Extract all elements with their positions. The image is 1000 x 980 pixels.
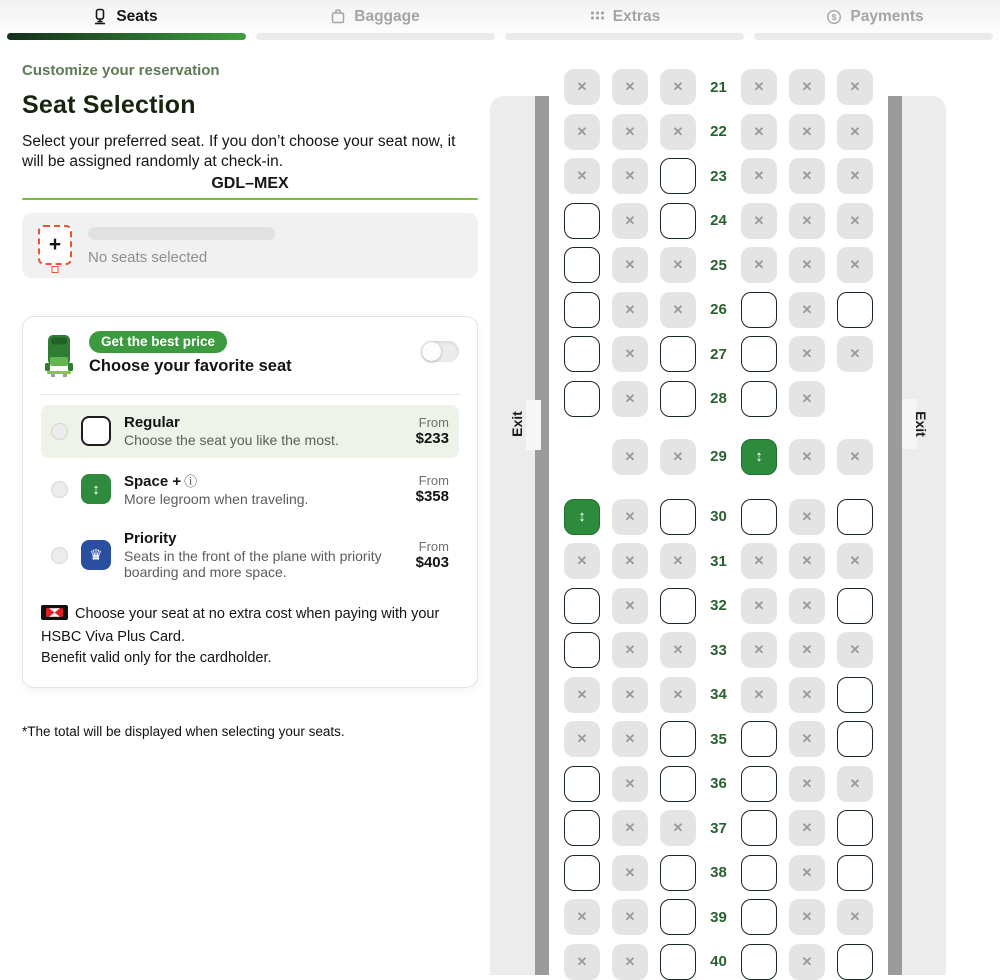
row-number: 25 bbox=[710, 256, 727, 274]
seat-available[interactable] bbox=[741, 766, 777, 802]
seat-unavailable: ✕ bbox=[789, 439, 825, 475]
tab-label: Seats bbox=[116, 7, 158, 25]
add-seat-button[interactable] bbox=[38, 225, 72, 265]
seat-unavailable: ✕ bbox=[612, 944, 648, 980]
seat-available[interactable] bbox=[564, 203, 600, 239]
row-number: 27 bbox=[710, 345, 727, 363]
seat-unavailable: ✕ bbox=[612, 899, 648, 935]
route-label: GDL–MEX bbox=[211, 174, 289, 192]
seat-icon bbox=[92, 8, 108, 25]
seat-available[interactable] bbox=[564, 292, 600, 328]
seat-available[interactable] bbox=[660, 899, 696, 935]
row-number: 31 bbox=[710, 552, 727, 570]
hsbc-note-line1: Choose your seat at no extra cost when paying with your HSBC Viva Plus Card. bbox=[41, 606, 440, 646]
seat-unavailable: ✕ bbox=[741, 247, 777, 283]
seat-unavailable: ✕ bbox=[837, 899, 873, 935]
seat-unavailable: ✕ bbox=[660, 292, 696, 328]
checkout-steps-header bbox=[0, 0, 1000, 48]
seat-row-30 bbox=[564, 499, 873, 535]
seat-unavailable: ✕ bbox=[789, 203, 825, 239]
option-desc: More legroom when traveling. bbox=[124, 490, 309, 507]
seat-unavailable: ✕ bbox=[660, 632, 696, 668]
seat-available[interactable] bbox=[837, 677, 873, 713]
option-price: $233 bbox=[415, 430, 449, 448]
seat-unavailable: ✕ bbox=[741, 114, 777, 150]
row-number: 29 bbox=[710, 448, 727, 465]
seat-unavailable: ✕ bbox=[612, 677, 648, 713]
hsbc-benefit-note bbox=[41, 604, 459, 669]
tab-label: Extras bbox=[612, 7, 661, 25]
seat-unavailable: ✕ bbox=[789, 114, 825, 150]
page-title: Seat Selection bbox=[22, 91, 196, 119]
row-number: 24 bbox=[710, 212, 727, 229]
seat-space-plus[interactable]: ↕ bbox=[564, 499, 600, 535]
seat-unavailable: ✕ bbox=[837, 114, 873, 150]
seat-row-28 bbox=[564, 381, 873, 417]
row-number: 33 bbox=[710, 641, 727, 659]
option-space-plus[interactable] bbox=[41, 462, 459, 517]
seat-unavailable: ✕ bbox=[612, 499, 648, 535]
passenger-seat-card bbox=[22, 213, 478, 278]
seat-unavailable: ✕ bbox=[612, 439, 648, 475]
seat-row-40 bbox=[564, 944, 873, 980]
seat-unavailable: ✕ bbox=[789, 336, 825, 372]
seat-unavailable: ✕ bbox=[660, 439, 696, 475]
seat-row-26 bbox=[564, 292, 873, 328]
seat-available[interactable] bbox=[660, 336, 696, 372]
seat-unavailable: ✕ bbox=[741, 632, 777, 668]
seat-unavailable: ✕ bbox=[789, 632, 825, 668]
seat-unavailable: ✕ bbox=[660, 247, 696, 283]
seat-unavailable: ✕ bbox=[837, 69, 873, 105]
toggle-knob bbox=[422, 342, 441, 361]
seat-unavailable: ✕ bbox=[837, 158, 873, 194]
seat-unavailable: ✕ bbox=[837, 247, 873, 283]
row-number: 21 bbox=[710, 78, 727, 96]
seat-available[interactable] bbox=[660, 944, 696, 980]
hsbc-note-line2: Benefit valid only for the cardholder. bbox=[41, 650, 272, 667]
route-underline bbox=[22, 198, 478, 200]
breadcrumb: Customize your reservation bbox=[22, 62, 220, 79]
payments-icon bbox=[826, 9, 842, 25]
seat-available[interactable] bbox=[564, 810, 600, 846]
seat-unavailable: ✕ bbox=[789, 292, 825, 328]
from-label: From bbox=[418, 473, 449, 489]
seat-unavailable: ✕ bbox=[837, 543, 873, 579]
seat-available[interactable] bbox=[660, 855, 696, 891]
seat-row-38 bbox=[564, 855, 873, 891]
seat-unavailable: ✕ bbox=[612, 588, 648, 624]
seat-unavailable: ✕ bbox=[612, 336, 648, 372]
seat-unavailable: ✕ bbox=[837, 766, 873, 802]
seat-unavailable: ✕ bbox=[660, 810, 696, 846]
seat-unavailable: ✕ bbox=[612, 855, 648, 891]
seat-unavailable: ✕ bbox=[564, 69, 600, 105]
seat-unavailable: ✕ bbox=[660, 69, 696, 105]
seat-available[interactable] bbox=[741, 721, 777, 757]
seat-available[interactable] bbox=[837, 855, 873, 891]
seat-unavailable: ✕ bbox=[789, 543, 825, 579]
seat-unavailable: ✕ bbox=[612, 114, 648, 150]
option-price: $403 bbox=[415, 554, 449, 572]
seat-available[interactable] bbox=[564, 766, 600, 802]
row-number: 28 bbox=[710, 390, 727, 407]
exit-label-right: Exit bbox=[913, 411, 929, 437]
seat-unavailable: ✕ bbox=[612, 69, 648, 105]
option-desc: Choose the seat you like the most. bbox=[124, 431, 339, 448]
row-number: 30 bbox=[710, 508, 727, 525]
seat-row-39 bbox=[564, 899, 873, 935]
seat-unavailable: ✕ bbox=[789, 677, 825, 713]
seat-unavailable: ✕ bbox=[741, 203, 777, 239]
seat-row-24 bbox=[564, 203, 873, 239]
seat-unavailable: ✕ bbox=[612, 810, 648, 846]
seat-unavailable: ✕ bbox=[612, 158, 648, 194]
seat-row-29 bbox=[564, 439, 873, 475]
seat-unavailable: ✕ bbox=[789, 499, 825, 535]
seat-row-31 bbox=[564, 543, 873, 579]
seat-available[interactable] bbox=[837, 944, 873, 980]
extras-icon bbox=[590, 9, 605, 24]
favorite-seat-toggle[interactable] bbox=[421, 341, 459, 362]
tab-baggage[interactable] bbox=[250, 8, 500, 26]
seat-unavailable: ✕ bbox=[564, 543, 600, 579]
seat-available[interactable] bbox=[564, 336, 600, 372]
row-number: 34 bbox=[710, 686, 727, 703]
priority-seat-icon: ♛ bbox=[81, 540, 111, 570]
seat-unavailable: ✕ bbox=[612, 292, 648, 328]
seat-available[interactable] bbox=[741, 944, 777, 980]
plus-icon: + bbox=[48, 232, 62, 256]
row-number: 32 bbox=[710, 597, 727, 614]
seat-available[interactable] bbox=[837, 292, 873, 328]
seat-unavailable: ✕ bbox=[564, 114, 600, 150]
seat-unavailable: ✕ bbox=[564, 158, 600, 194]
seat-available[interactable] bbox=[741, 336, 777, 372]
row-number: 22 bbox=[710, 123, 727, 140]
exit-label-left: Exit bbox=[509, 411, 525, 437]
divider bbox=[39, 394, 461, 395]
seat-unavailable: ✕ bbox=[837, 632, 873, 668]
seat-unavailable: ✕ bbox=[612, 543, 648, 579]
seat-unavailable: ✕ bbox=[564, 899, 600, 935]
seat-unavailable: ✕ bbox=[660, 677, 696, 713]
tab-extras[interactable] bbox=[500, 8, 750, 26]
seat-unavailable: ✕ bbox=[741, 588, 777, 624]
seat-unavailable: ✕ bbox=[741, 543, 777, 579]
tab-label: Payments bbox=[850, 7, 924, 25]
seat-unavailable: ✕ bbox=[660, 114, 696, 150]
tab-payments[interactable] bbox=[750, 8, 1000, 26]
seat-available[interactable] bbox=[660, 499, 696, 535]
progress-bar-payments bbox=[754, 33, 993, 40]
seat-available[interactable] bbox=[564, 855, 600, 891]
option-priority[interactable] bbox=[41, 521, 459, 591]
seat-unavailable: ✕ bbox=[789, 944, 825, 980]
seat-unavailable: ✕ bbox=[837, 336, 873, 372]
row-number: 40 bbox=[710, 953, 727, 970]
seat-unavailable: ✕ bbox=[789, 766, 825, 802]
seat-unavailable: ✕ bbox=[789, 158, 825, 194]
seat-available[interactable] bbox=[564, 632, 600, 668]
option-name: Regular bbox=[124, 413, 180, 431]
seat-available[interactable] bbox=[741, 899, 777, 935]
row-number: 26 bbox=[710, 301, 727, 318]
progress-bar-baggage bbox=[256, 33, 495, 40]
seat-available[interactable] bbox=[660, 203, 696, 239]
option-price: $358 bbox=[415, 488, 449, 506]
space-plus-radio[interactable] bbox=[51, 481, 68, 498]
seat-available[interactable] bbox=[741, 855, 777, 891]
seat-row-33 bbox=[564, 632, 873, 668]
tab-seats[interactable] bbox=[0, 8, 250, 26]
priority-radio[interactable] bbox=[51, 547, 68, 564]
step-progress bbox=[0, 33, 1000, 40]
from-label: From bbox=[418, 539, 449, 555]
seat-unavailable: ✕ bbox=[789, 810, 825, 846]
row-number: 38 bbox=[710, 864, 727, 881]
row-number: 35 bbox=[710, 730, 727, 748]
option-desc: Seats in the front of the plane with priority boarding and more space. bbox=[124, 547, 382, 581]
seat-available[interactable] bbox=[741, 810, 777, 846]
fuselage-wall-left bbox=[535, 96, 549, 975]
seat-space-plus[interactable]: ↕ bbox=[741, 439, 777, 475]
info-icon[interactable]: ⓘ bbox=[184, 473, 198, 489]
seat-selection-panel bbox=[22, 62, 478, 739]
seat-unavailable: ✕ bbox=[564, 721, 600, 757]
passenger-info bbox=[88, 225, 462, 266]
seat-row-22 bbox=[564, 114, 873, 150]
seat-available[interactable] bbox=[564, 588, 600, 624]
option-regular[interactable] bbox=[41, 405, 459, 458]
seat-unavailable: ✕ bbox=[789, 381, 825, 417]
no-seats-label: No seats selected bbox=[88, 248, 208, 266]
seat-available[interactable] bbox=[564, 381, 600, 417]
seat-row-25 bbox=[564, 247, 873, 283]
seat-map bbox=[490, 78, 946, 975]
page-description: Select your preferred seat. If you don’t choose your seat now, it will be assigned randomly at check-in. bbox=[22, 133, 456, 171]
progress-bar-extras bbox=[505, 33, 744, 40]
seat-unavailable: ✕ bbox=[837, 439, 873, 475]
seat-unavailable: ✕ bbox=[612, 766, 648, 802]
option-name: Priority bbox=[124, 529, 177, 547]
regular-seat-icon bbox=[81, 416, 111, 446]
seat-available[interactable] bbox=[837, 588, 873, 624]
step-tabs bbox=[0, 0, 1000, 33]
option-name bbox=[124, 471, 390, 490]
dollar-glyph: $ bbox=[832, 11, 837, 22]
seat-unavailable: ✕ bbox=[741, 69, 777, 105]
seat-unavailable: ✕ bbox=[789, 855, 825, 891]
seat-unavailable: ✕ bbox=[564, 677, 600, 713]
seat-available[interactable] bbox=[837, 810, 873, 846]
seat-unavailable: ✕ bbox=[564, 944, 600, 980]
seat-unavailable: ✕ bbox=[789, 721, 825, 757]
seat-offer-card bbox=[22, 316, 478, 688]
seat-available[interactable] bbox=[564, 247, 600, 283]
space-plus-seat-icon: ↕ bbox=[81, 474, 111, 504]
regular-radio[interactable] bbox=[51, 423, 68, 440]
total-footnote: *The total will be displayed when selecting your seats. bbox=[22, 724, 345, 740]
seat-row-37 bbox=[564, 810, 873, 846]
seat-available[interactable] bbox=[837, 721, 873, 757]
seat-unavailable: ✕ bbox=[660, 543, 696, 579]
tab-label: Baggage bbox=[354, 7, 420, 25]
from-label: From bbox=[418, 415, 449, 431]
seat-available[interactable] bbox=[741, 499, 777, 535]
seat-available[interactable] bbox=[660, 158, 696, 194]
seat-available[interactable] bbox=[660, 381, 696, 417]
progress-bar-seats bbox=[7, 33, 246, 40]
seat-available[interactable] bbox=[660, 588, 696, 624]
passenger-name-placeholder bbox=[88, 227, 275, 240]
seat-row-36 bbox=[564, 766, 873, 802]
seat-row-21 bbox=[564, 69, 873, 105]
row-number: 37 bbox=[710, 819, 727, 837]
row-number: 36 bbox=[710, 775, 727, 792]
seat-available[interactable] bbox=[741, 292, 777, 328]
seat-row-23 bbox=[564, 158, 873, 194]
row-number: 39 bbox=[710, 908, 727, 926]
option-name-text: Space + bbox=[124, 472, 182, 490]
offer-title: Choose your favorite seat bbox=[89, 356, 292, 375]
seat-unavailable: ✕ bbox=[741, 158, 777, 194]
seat-unavailable: ✕ bbox=[789, 899, 825, 935]
seat-available[interactable] bbox=[660, 721, 696, 757]
seat-unavailable: ✕ bbox=[612, 381, 648, 417]
seat-row-32 bbox=[564, 588, 873, 624]
seat-available[interactable] bbox=[660, 766, 696, 802]
baggage-icon bbox=[330, 8, 346, 25]
seat-unavailable: ✕ bbox=[612, 203, 648, 239]
exit-door-left bbox=[526, 400, 541, 450]
seat-unavailable: ✕ bbox=[612, 632, 648, 668]
seat-unavailable: ✕ bbox=[741, 677, 777, 713]
seat-unavailable: ✕ bbox=[789, 588, 825, 624]
row-number: 23 bbox=[710, 167, 727, 185]
seat-unavailable: ✕ bbox=[612, 247, 648, 283]
seat-row-34 bbox=[564, 677, 873, 713]
seat-unavailable: ✕ bbox=[837, 203, 873, 239]
seat-available[interactable] bbox=[837, 499, 873, 535]
hsbc-logo-icon bbox=[41, 605, 68, 627]
best-price-badge: Get the best price bbox=[89, 331, 227, 353]
seat-rows bbox=[549, 78, 888, 980]
seat-available[interactable] bbox=[741, 381, 777, 417]
armchair-icon bbox=[41, 333, 77, 382]
seat-row-35 bbox=[564, 721, 873, 757]
seat-unavailable: ✕ bbox=[789, 247, 825, 283]
seat-unavailable: ✕ bbox=[789, 69, 825, 105]
fuselage-wall-right bbox=[888, 96, 902, 975]
seat-row-27 bbox=[564, 336, 873, 372]
seat-unavailable: ✕ bbox=[612, 721, 648, 757]
selection-handle bbox=[52, 266, 59, 273]
